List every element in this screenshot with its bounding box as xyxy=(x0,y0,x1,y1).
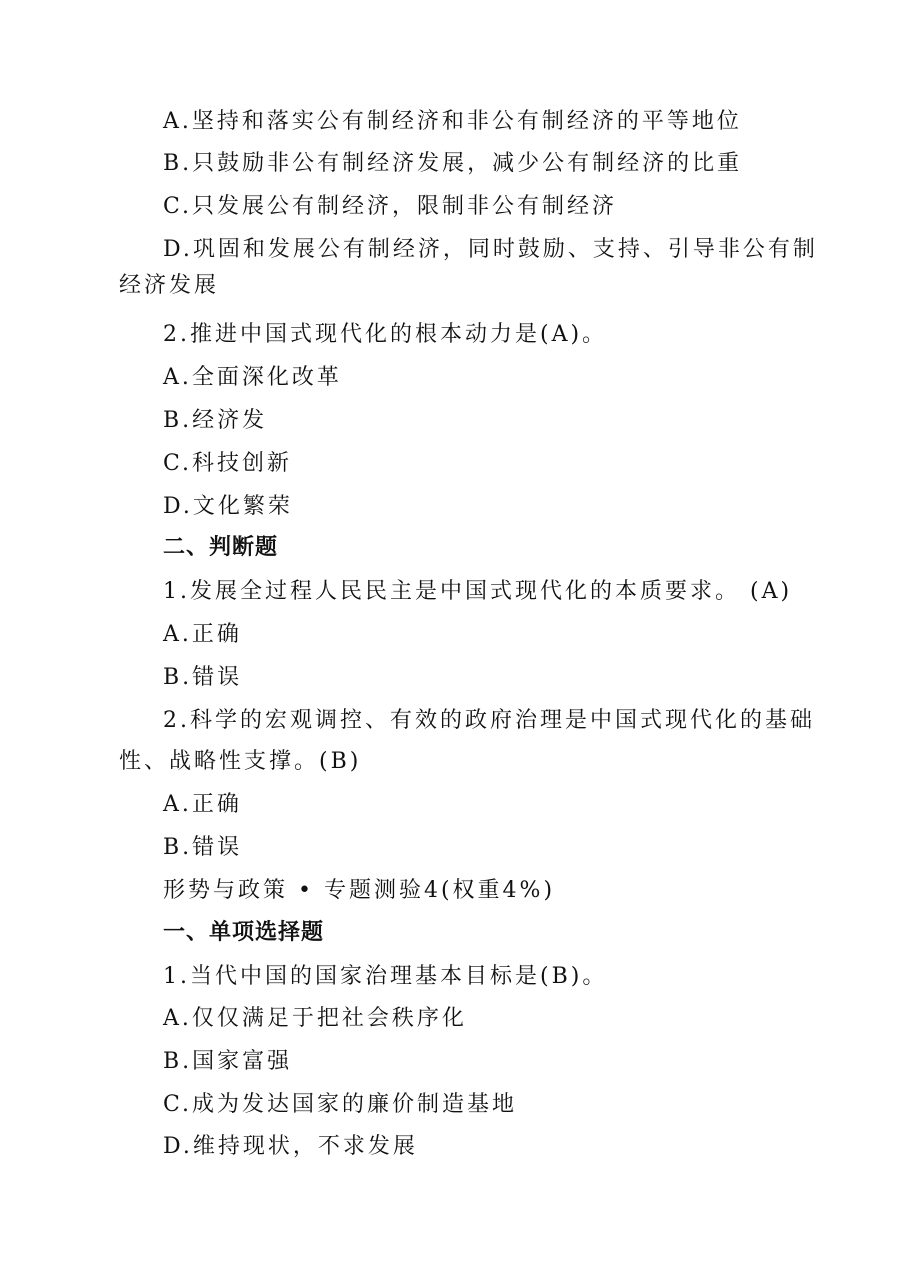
question-2: 2.推进中国式现代化的根本动力是(A)。 xyxy=(163,322,608,347)
quiz-title: 形势与政策 • 专题测验4(权重4%) xyxy=(163,878,556,903)
option-a: A.仅仅满足于把社会秩序化 xyxy=(163,1006,467,1031)
option-d-line2: 经济发展 xyxy=(119,273,220,298)
option-b: B.经济发 xyxy=(163,408,268,433)
option-b: B.国家富强 xyxy=(163,1049,293,1074)
option-c: C.科技创新 xyxy=(163,451,293,476)
option-a: A.全面深化改革 xyxy=(163,365,342,390)
option-d: D.文化繁荣 xyxy=(163,494,293,519)
option-a: A.正确 xyxy=(163,622,242,647)
judgement-question-2-line1: 2.科学的宏观调控、有效的政府治理是中国式现代化的基础 xyxy=(163,708,815,733)
option-b: B.错误 xyxy=(163,835,243,860)
option-a: A.正确 xyxy=(163,792,242,817)
single-question-1: 1.当代中国的国家治理基本目标是(B)。 xyxy=(163,964,608,989)
option-c: C.只发展公有制经济，限制非公有制经济 xyxy=(163,194,618,219)
section-heading-judgement: 二、判断题 xyxy=(163,535,279,560)
option-b: B.只鼓励非公有制经济发展，减少公有制经济的比重 xyxy=(163,151,743,176)
option-c: C.成为发达国家的廉价制造基地 xyxy=(163,1092,518,1117)
section-heading-single-choice: 一、单项选择题 xyxy=(163,920,325,945)
judgement-question-2-line2: 性、战略性支撑。(B) xyxy=(119,749,362,774)
option-d-line1: D.巩固和发展公有制经济，同时鼓励、支持、引导非公有制 xyxy=(163,237,818,262)
option-b: B.错误 xyxy=(163,665,243,690)
option-a: A.坚持和落实公有制经济和非公有制经济的平等地位 xyxy=(163,109,742,134)
judgement-question-1: 1.发展全过程人民民主是中国式现代化的本质要求。 (A) xyxy=(163,579,793,604)
option-d: D.维持现状，不求发展 xyxy=(163,1134,418,1159)
